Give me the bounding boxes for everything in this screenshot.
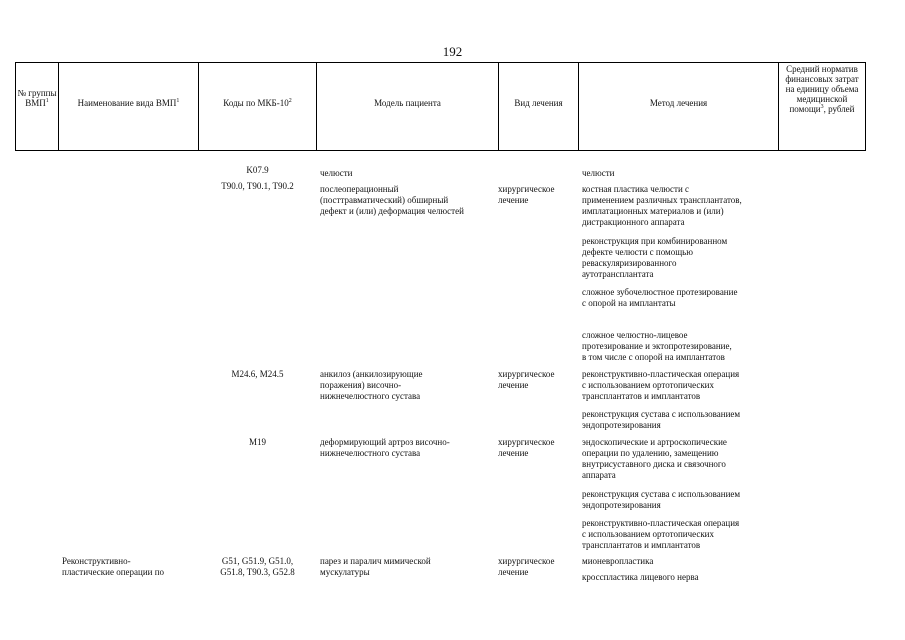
treatment-method-line: применением различных трансплантатов, — [582, 195, 742, 205]
treatment-method-line: реконструкция сустава с использованием — [582, 489, 741, 499]
patient-model: челюсти — [320, 168, 353, 178]
treatment-method-line: сложное челюстно-лицевое — [582, 330, 688, 340]
treatment-method-line: дефекте челюсти с помощью — [582, 247, 694, 257]
icd-codes: M19 — [248, 437, 266, 447]
treatment-method-line: мионевропластика — [582, 556, 654, 566]
treatment-method-line: имплатационных материалов и (или) — [582, 206, 724, 216]
icd-codes: M24.6, M24.5 — [231, 369, 284, 379]
treatment-method-line: кросспластика лицевого нерва — [582, 572, 699, 582]
patient-model-line: нижнечелюстного сустава — [320, 448, 421, 458]
header-vmp-name: Наименование вида ВМП$^1$ — [77, 98, 180, 108]
treatment-method-line: реконструкция сустава с использованием — [582, 409, 741, 419]
icd-codes: G51, G51.9, G51.0, — [221, 556, 294, 566]
treatment-method-line: сложное зубочелюстное протезирование — [582, 287, 738, 297]
header-treatment-method: Метод лечения — [649, 98, 708, 108]
treatment-type: хирургическое — [498, 437, 555, 447]
patient-model-line: поражения) височно- — [320, 380, 402, 390]
treatment-type: хирургическое — [498, 369, 555, 379]
patient-model-line: послеоперационный — [320, 184, 399, 194]
col-divider — [865, 62, 866, 150]
treatment-method-line: реконструкция при комбинированном — [582, 236, 728, 246]
treatment-method-line: костная пластика челюсти с — [582, 184, 690, 194]
treatment-method-line: внутрисуставного диска и связочного — [582, 459, 726, 469]
treatment-type: лечение — [498, 567, 529, 577]
treatment-method-line: реваскуляризированного — [582, 258, 677, 268]
icd-codes: T90.0, T90.1, T90.2 — [221, 181, 294, 191]
treatment-type: лечение — [498, 195, 529, 205]
treatment-method-line: эндопротезирования — [582, 420, 661, 430]
treatment-method-line: трансплантатов и имплантатов — [582, 391, 701, 401]
treatment-method-line: эндоскопические и артроскопические — [582, 437, 727, 447]
treatment-method-line: протезирование и эктопротезирование, — [582, 341, 732, 351]
treatment-method-line: аутотрансплантата — [582, 269, 654, 279]
patient-model-line: анкилоз (анкилозирующие — [320, 369, 423, 379]
treatment-type: лечение — [498, 380, 529, 390]
treatment-type: хирургическое — [498, 184, 555, 194]
treatment-method-line: реконструктивно-пластическая операция — [582, 518, 740, 528]
page-number: 192 — [442, 44, 463, 59]
treatment-method-line: в том числе с опорой на имплантатов — [582, 352, 725, 362]
icd-codes: K07.9 — [246, 165, 269, 175]
header-icd-codes: Коды по МКБ-$10^2$ — [223, 98, 292, 108]
treatment-type: хирургическое — [498, 556, 555, 566]
header-group-number: № группы ВМП$^1$ — [17, 88, 57, 108]
treatment-method-line: эндопротезирования — [582, 500, 661, 510]
header-treatment-type: Вид лечения — [514, 98, 563, 108]
patient-model-line: (посттравматический) обширный — [320, 195, 449, 205]
patient-model-line: дефект и (или) деформация челюстей — [320, 206, 464, 216]
treatment-type: лечение — [498, 448, 529, 458]
icd-codes: G51.8, T90.3, G52.8 — [220, 567, 295, 577]
patient-model-line: мускулатуры — [320, 567, 370, 577]
vmp-name-line: Реконструктивно- — [62, 556, 131, 566]
patient-model-line: нижнечелюстного сустава — [320, 391, 421, 401]
patient-model-line: деформирующий артроз височно- — [320, 437, 450, 447]
vmp-name-line: пластические операции по — [62, 567, 165, 577]
treatment-method-line: с использованием ортотопических — [582, 380, 715, 390]
patient-model-line: парез и паралич мимической — [320, 556, 431, 566]
col-divider — [778, 62, 779, 150]
header-patient-model: Модель пациента — [374, 98, 441, 108]
treatment-method-line: реконструктивно-пластическая операция — [582, 369, 740, 379]
header-cost-standard: Средний норматив финансовых затрат на единицу объема медицинской помощи$^3$, рублей — [785, 64, 859, 114]
header-bottom-border — [15, 150, 866, 151]
treatment-method-line: дистракционного аппарата — [582, 217, 685, 227]
treatment-method-line: с опорой на имплантаты — [582, 298, 676, 308]
treatment-method-line: с использованием ортотопических — [582, 529, 715, 539]
treatment-method-line: трансплантатов и имплантатов — [582, 540, 701, 550]
treatment-method-line: операции по удалению, замещению — [582, 448, 719, 458]
treatment-method: челюсти — [582, 168, 615, 178]
table-top-border — [15, 62, 866, 63]
treatment-method-line: аппарата — [582, 470, 616, 480]
